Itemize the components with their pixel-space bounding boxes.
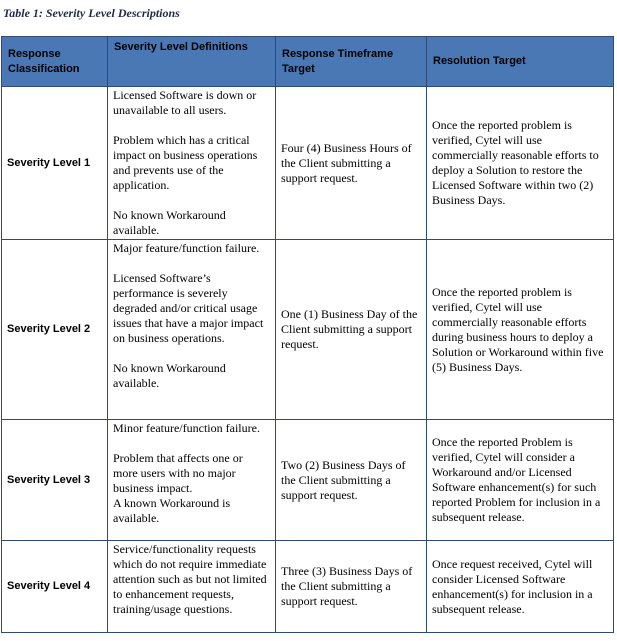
definition-line: Major feature/function failure. [113, 241, 260, 255]
table-caption: Table 1: Severity Level Descriptions [3, 6, 180, 20]
response-timeframe: Three (3) Business Days of the Client submitting a support request. [276, 541, 427, 633]
definition-line: No known Workaround available. [113, 208, 226, 237]
definition-line: Service/functionality requests which do not require immediate attention such as but not limited to enhancement requests, training/usage questions. [113, 542, 267, 616]
severity-level: Severity Level 2 [2, 240, 108, 420]
severity-level: Severity Level 3 [2, 420, 108, 541]
definition-line: Problem which has a critical impact on business operations and prevents use of the application. [113, 133, 258, 192]
definition-line: Licensed Software is down or unavailable to all users. [113, 88, 257, 117]
definition-line: Problem that affects one or more users with no major business impact. [113, 451, 243, 495]
table-row [2, 541, 614, 633]
severity-definition [108, 541, 276, 633]
table-row [2, 87, 614, 240]
header-classification: Response Classification [2, 37, 108, 87]
severity-level: Severity Level 4 [2, 541, 108, 633]
resolution-target: Once the reported Problem is verified, Cytel will consider a Workaround and/or Licensed Software enhancement(s) for such reported Problem for inclusion in a subsequent release. [427, 420, 614, 541]
definition-line: Minor feature/function failure. [113, 421, 260, 435]
header-resolution: Resolution Target [427, 37, 614, 87]
definition-line: Licensed Software’s performance is severely degraded and/or critical usage issues that have a major impact on business operations. [113, 271, 264, 345]
header-row [2, 37, 614, 87]
table-row [2, 240, 614, 420]
severity-table [1, 36, 614, 633]
definition-line: No known Workaround available. [113, 361, 226, 390]
severity-definition [108, 240, 276, 420]
severity-definition [108, 420, 276, 541]
header-definitions: Severity Level Definitions [108, 37, 276, 87]
header-timeframe: Response Timeframe Target [276, 37, 427, 87]
resolution-target: Once the reported problem is verified, Cytel will use commercially reasonable efforts to deploy a Solution to restore the Licensed Software within two (2) Business Days. [427, 87, 614, 240]
table-row [2, 420, 614, 541]
response-timeframe: Two (2) Business Days of the Client submitting a support request. [276, 420, 427, 541]
response-timeframe: One (1) Business Day of the Client submitting a support request. [276, 240, 427, 420]
severity-definition [108, 87, 276, 240]
definition-line: A known Workaround is available. [113, 496, 231, 525]
severity-level: Severity Level 1 [2, 87, 108, 240]
resolution-target: Once request received, Cytel will consider Licensed Software enhancement(s) for inclusion in a subsequent release. [427, 541, 614, 633]
response-timeframe: Four (4) Business Hours of the Client submitting a support request. [276, 87, 427, 240]
resolution-target: Once the reported problem is verified, Cytel will use commercially reasonable efforts during business hours to deploy a Solution or Workaround within five (5) Business Days. [427, 240, 614, 420]
